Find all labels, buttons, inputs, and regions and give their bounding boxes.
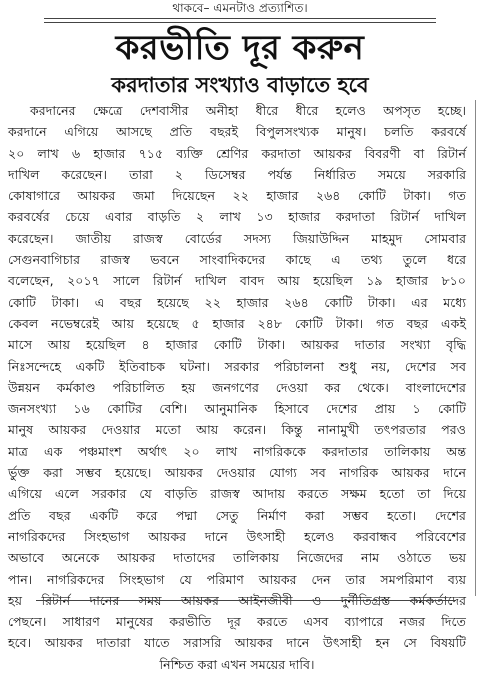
article-subheadline: করদাতার সংখ্যাও বাড়াতে হবে: [111, 73, 369, 97]
article-line: করেছেন। জাতীয় রাজস্ব বোর্ডের সদস্য জিয়াউদ্দিন মাহমুদ সোমবার: [8, 230, 466, 246]
article-line: নাগরিকদের সিংহভাগ আয়কর দানে উৎসাহী হলেও করবান্ধব পরিবেশের: [8, 528, 466, 544]
article-line: এগিয়ে এলে সরকার যে বাড়তি রাজস্ব আদায় করতে সক্ষম হতো তা দিয়ে: [8, 486, 466, 502]
article-line: মাসে আয় হয়েছিল ৪ হাজার কোটি টাকা। আয়কর দাতার সংখ্যা বৃদ্ধি: [8, 337, 466, 353]
article-headline: করভীতি দূর করুন: [115, 28, 365, 68]
article-line: পেছনে। সাধারণ মানুষের করভীতি দূর করতে এসব ব্যাপারে নজর দিতে: [8, 614, 466, 630]
article-line: সেগুনবাগিচার রাজস্ব ভবনে সাংবাদিকদের কাছে এ তথ্য তুলে ধরে: [8, 252, 466, 268]
article-line: হবে। আয়কর দাতারা যাতে সরাসরি আয়কর দানে উৎসাহী হন সে বিষয়টি: [8, 635, 466, 651]
article-line: কেবল নভেম্বরেই আয় হয়েছে ৫ হাজার ২৪৮ কোটি টাকা। গত বছর একই: [8, 315, 466, 331]
article-body: [8, 100, 466, 672]
article-line: প্রতি বছর একটি করে পদ্মা সেতু নির্মাণ করা সম্ভব হতো। দেশের: [8, 507, 466, 523]
article-line: উন্নয়ন কর্মকাণ্ড পরিচালিত হয় জনগণের দেওয়া কর থেকে। বাংলাদেশের: [8, 379, 466, 395]
article-line: নিঃসন্দেহে একটি ইতিবাচক ঘটনা। সরকার পরিচালনা শুধু নয়, দেশের সব: [8, 358, 466, 374]
article-line: অভাবে অনেকে আয়কর দাতাদের তালিকায় নিজেদের নাম ওঠাতে ভয়: [8, 550, 466, 566]
article-line: জনসংখ্যা ১৬ কোটির বেশি। আনুমানিক হিসাবে দেশের প্রায় ১ কোটি: [8, 401, 466, 417]
article-line: পান। নাগরিকদের সিংহভাগ যে পরিমাণ আয়কর দেন তার সমপরিমাণ ব্যয়: [8, 571, 466, 587]
article-line: মাত্র এক পঞ্চমাংশ অর্থাৎ ২০ লাখ নাগরিককে করদাতার তালিকায় অন্ত: [8, 443, 466, 459]
article-line: র্ভুক্ত করা সম্ভব হয়েছে। আয়কর দেওয়ার যোগ্য সব নাগরিক আয়কর দানে: [8, 465, 466, 481]
article-line: হয় রিটার্ন দানের সময় আয়কর আইনজীবী ও দুর্নীতিগ্রস্ত কর্মকর্তাদের: [8, 592, 466, 608]
column-rule: [475, 100, 476, 596]
article-line: করবর্ষের চেয়ে এবার বাড়তি ২ লাখ ১৩ হাজার করদাতা রিটার্ন দাখিল: [8, 209, 466, 225]
article-line: করদানের ক্ষেত্রে দেশবাসীর অনীহা ধীরে ধীরে হলেও অপসৃত হচ্ছে।: [30, 103, 466, 118]
previous-article-tail: থাকবে– এমনটাও প্রত্যাশিত।: [172, 1, 308, 15]
article-line-final: নিশ্চিত করা এখন সময়ের দাবি।: [159, 656, 315, 672]
article-line: দাখিল করেছেন। তারা ২ ডিসেম্বর পর্যন্ত নির্ধারিত সময়ে সরকারি: [8, 166, 466, 182]
header-rule-top: [44, 18, 436, 19]
header-rule-bottom: [44, 22, 436, 23]
article-line: কোষাগারে আয়কর জমা দিয়েছেন ২২ হাজার ২৬৪ কোটি টাকা। গত: [8, 188, 466, 204]
footer-rule: [36, 600, 456, 601]
article-line: করদানে এগিয়ে আসছে প্রতি বছরই বিপুলসংখ্যক মানুষ। চলতি করবর্ষে: [8, 124, 466, 140]
article-line: ২০ লাখ ৬ হাজার ৭১৫ ব্যক্তি শ্রেণির করদাতা আয়কর বিবরণী বা রিটার্ন: [8, 145, 466, 161]
article-line: মানুষ আয়কর দেওয়ার মতো আয় করেন। কিন্তু নানামুখী তৎপরতার পরও: [8, 422, 466, 438]
article-line: বলেছেন, ২০১৭ সালে রিটার্ন দাখিল বাবদ আয় হয়েছিল ১৯ হাজার ৮১০: [8, 273, 466, 289]
article-line: কোটি টাকা। এ বছর হয়েছে ২২ হাজার ২৬৪ কোটি টাকা। এর মধ্যে: [8, 294, 466, 310]
